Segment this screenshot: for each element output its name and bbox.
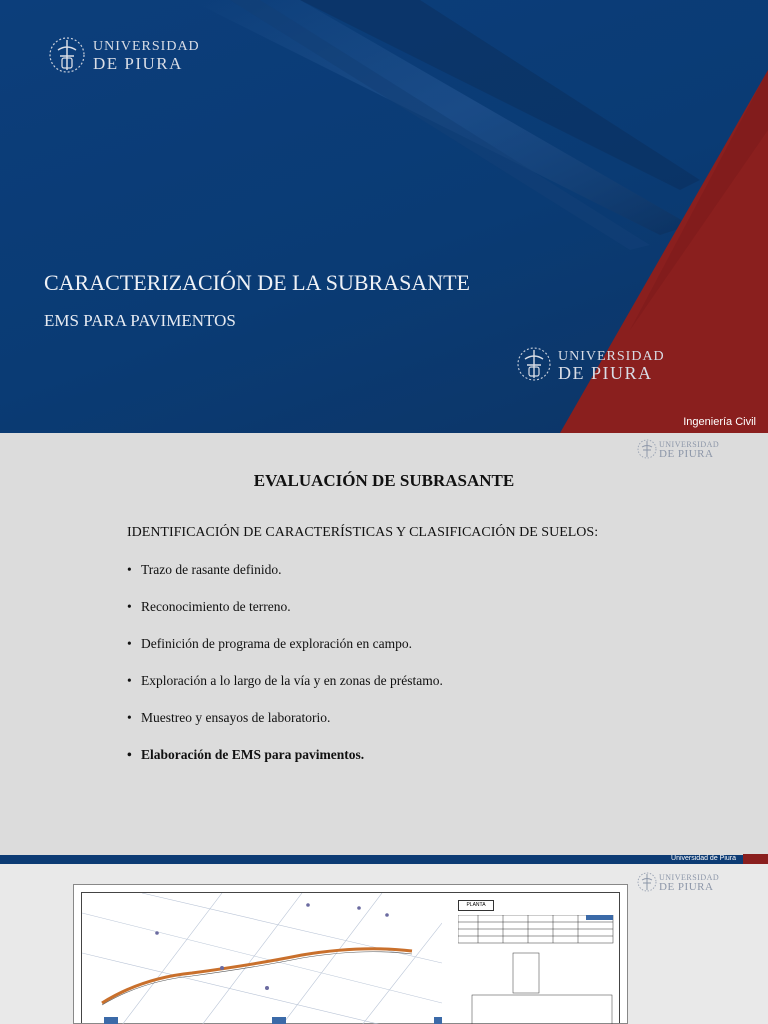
logo-text-line1: UNIVERSIDAD <box>659 440 720 449</box>
slide-title: CARACTERIZACIÓN DE LA SUBRASANTE <box>44 270 470 295</box>
bullet-list <box>127 555 443 777</box>
list-item <box>127 703 443 740</box>
list-item-text: Reconocimiento de terreno. <box>141 599 291 614</box>
logo-text-line2: DE PIURA <box>93 54 183 73</box>
university-crest-icon <box>637 870 657 894</box>
slide-subtitle: EMS PARA PAVIMENTOS <box>44 311 236 330</box>
list-item <box>127 592 443 629</box>
road-plan-drawing <box>73 884 628 1024</box>
bullet-icon: • <box>127 562 132 577</box>
drawing-tables <box>458 915 618 1024</box>
footer-bar <box>0 855 768 864</box>
section-heading: IDENTIFICACIÓN DE CARACTERÍSTICAS Y CLASIFICACIÓN DE SUELOS: <box>127 525 599 540</box>
footer-accent <box>743 854 768 864</box>
list-item-text: Exploración a lo largo de la vía y en zonas de préstamo. <box>141 673 443 688</box>
university-crest-icon <box>48 32 86 78</box>
small-logo <box>637 437 727 461</box>
list-item-text: Muestreo y ensayos de laboratorio. <box>141 710 331 725</box>
list-item-text: Definición de programa de exploración en campo. <box>141 636 413 651</box>
slide-title: EVALUACIÓN DE SUBRASANTE <box>253 471 515 490</box>
logo-text-line2: DE PIURA <box>659 881 714 893</box>
title-slide <box>0 0 768 433</box>
list-item-text: Trazo de rasante definido. <box>141 562 282 577</box>
bullet-icon: • <box>127 599 132 614</box>
bullet-icon: • <box>127 747 132 762</box>
bullet-icon: • <box>127 673 132 688</box>
list-item-text: Elaboración de EMS para pavimentos. <box>141 747 365 762</box>
university-crest-icon <box>515 342 553 386</box>
drawing-slide <box>0 864 768 1024</box>
bullet-icon: • <box>127 710 132 725</box>
list-item <box>127 555 443 592</box>
university-crest-icon <box>637 437 657 461</box>
content-slide <box>0 433 768 864</box>
small-logo <box>637 870 727 894</box>
footer-text: Universidad de Piura <box>671 855 736 862</box>
logo-text-line1: UNIVERSIDAD <box>558 349 665 364</box>
list-item <box>127 740 443 777</box>
list-item <box>127 629 443 666</box>
road-plan-map <box>82 893 442 1024</box>
logo-text-line2: DE PIURA <box>659 448 714 460</box>
plan-label: PLANTA <box>458 900 494 911</box>
faculty-tag: Ingeniería Civil <box>671 412 768 433</box>
list-item <box>127 666 443 703</box>
logo-text-line2: DE PIURA <box>558 363 653 383</box>
bullet-icon: • <box>127 636 132 651</box>
logo-text-line1: UNIVERSIDAD <box>93 39 200 54</box>
logo-text-line1: UNIVERSIDAD <box>659 873 720 882</box>
